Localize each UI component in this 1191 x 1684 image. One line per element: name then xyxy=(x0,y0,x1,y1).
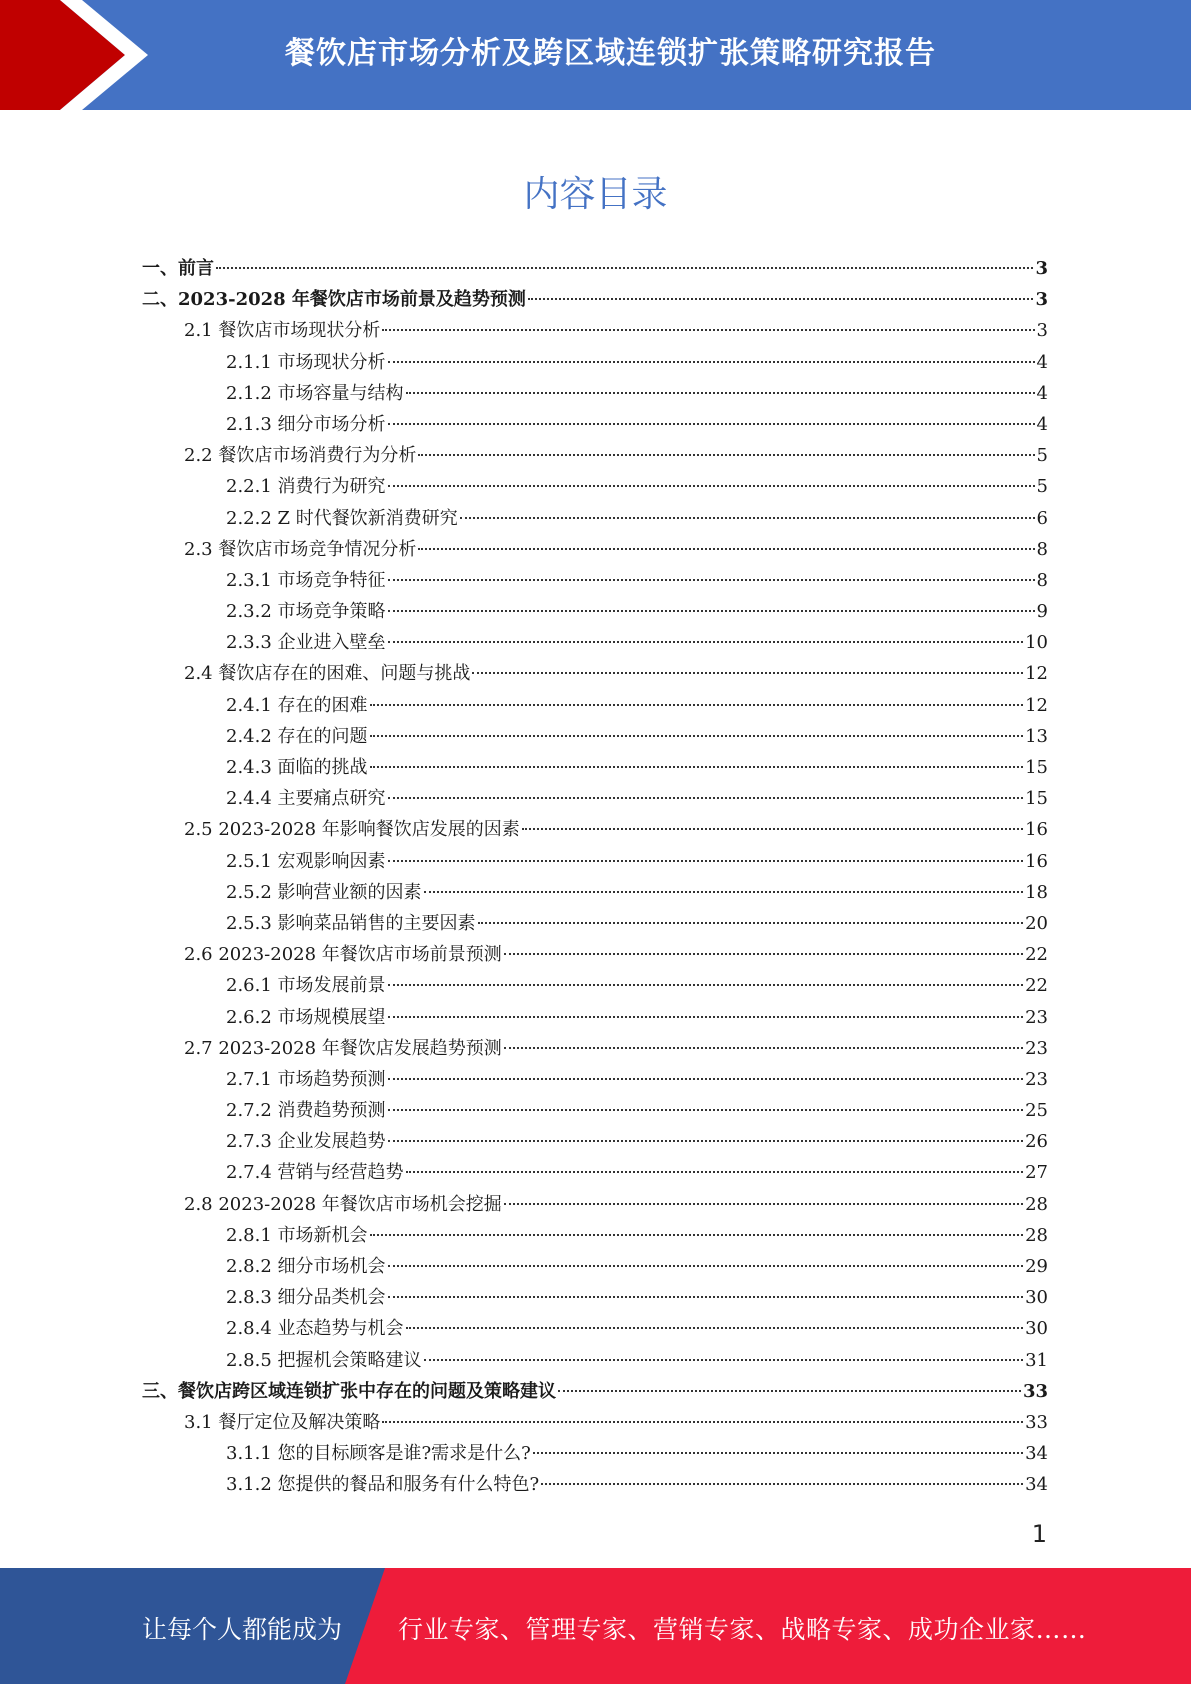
report-title: 餐饮店市场分析及跨区域连锁扩张策略研究报告 xyxy=(285,36,936,71)
toc-entry-label: 2.4.3 面临的挑战 xyxy=(226,757,368,778)
toc-entry-label: 2.1.1 市场现状分析 xyxy=(226,351,386,373)
toc-entry-label: 2.2.1 消费行为研究 xyxy=(226,476,386,498)
toc-entry-label: 2.8.5 把握机会策略建议 xyxy=(226,1349,422,1371)
toc-entry-page: 30 xyxy=(1025,1318,1048,1340)
toc-entry-label: 2.3.3 企业进入壁垒 xyxy=(226,632,386,654)
toc-entry[interactable] xyxy=(142,1345,1048,1376)
toc-dot-leader xyxy=(460,515,1035,519)
toc-entry-label: 2.5.1 宏观影响因素 xyxy=(226,850,386,872)
toc-dot-leader xyxy=(541,1481,1023,1485)
toc-entry[interactable] xyxy=(142,440,1048,471)
toc-entry[interactable] xyxy=(142,846,1048,877)
toc-entry-page: 31 xyxy=(1025,1349,1048,1371)
toc-heading: 内容目录 xyxy=(523,174,668,215)
toc-entry-label: 2.8.3 细分品类机会 xyxy=(226,1287,386,1309)
toc-entry-page: 23 xyxy=(1025,1037,1048,1059)
toc-entry-page: 13 xyxy=(1025,725,1048,747)
toc-entry-label: 2.8.1 市场新机会 xyxy=(226,1224,368,1246)
toc-dot-leader xyxy=(388,421,1035,425)
toc-entry[interactable] xyxy=(142,1157,1048,1188)
toc-dot-leader xyxy=(216,265,1033,269)
toc-entry-page: 28 xyxy=(1025,1224,1048,1246)
toc-dot-leader xyxy=(388,639,1024,643)
toc-dot-leader xyxy=(388,1076,1024,1080)
toc-dot-leader xyxy=(388,982,1024,986)
toc-entry-label: 2.2 餐饮店市场消费行为分析 xyxy=(184,445,417,467)
toc-entry-label: 2.3.1 市场竞争特征 xyxy=(226,569,386,591)
toc-entry[interactable] xyxy=(142,284,1048,315)
toc-entry[interactable] xyxy=(142,814,1048,845)
toc-dot-leader xyxy=(424,889,1024,893)
toc-entry[interactable] xyxy=(142,752,1048,783)
toc-entry-page: 4 xyxy=(1036,351,1048,373)
toc-entry[interactable] xyxy=(142,1438,1048,1469)
toc-dot-leader xyxy=(504,1045,1023,1049)
toc-dot-leader xyxy=(504,1201,1023,1205)
toc-entry-page: 4 xyxy=(1036,413,1048,435)
toc-dot-leader xyxy=(370,764,1024,768)
toc-entry-label: 2.5.3 影响菜品销售的主要因素 xyxy=(226,912,476,934)
toc-dot-leader xyxy=(388,1294,1024,1298)
toc-entry-page: 30 xyxy=(1025,1287,1048,1309)
toc-entry-page: 10 xyxy=(1025,632,1048,654)
toc-entry-page: 23 xyxy=(1025,1006,1048,1028)
toc-entry[interactable] xyxy=(142,1220,1048,1251)
footer-slogan-right: 行业专家、管理专家、营销专家、战略专家、成功企业家…… xyxy=(398,1615,1087,1644)
toc-entry-label: 2.7.3 企业发展趋势 xyxy=(226,1131,386,1153)
toc-dot-leader xyxy=(370,702,1024,706)
toc-entry-label: 2.3.2 市场竞争策略 xyxy=(226,601,386,623)
header-chevron-icon xyxy=(0,0,160,110)
toc-entry[interactable] xyxy=(142,347,1048,378)
toc-entry-label: 2.6.2 市场规模展望 xyxy=(226,1006,386,1028)
toc-dot-leader xyxy=(388,577,1035,581)
page-number: 1 xyxy=(1031,1520,1047,1548)
toc-entry-label: 2.1 餐饮店市场现状分析 xyxy=(184,320,381,342)
header-banner xyxy=(0,0,1191,110)
toc-entry-label: 2.7.2 消费趋势预测 xyxy=(226,1100,386,1122)
toc-entry-label: 2.8.4 业态趋势与机会 xyxy=(226,1318,404,1340)
toc-dot-leader xyxy=(406,1169,1024,1173)
toc-entry-label: 2.4.2 存在的问题 xyxy=(226,725,368,747)
toc-entry-page: 22 xyxy=(1025,944,1048,966)
table-of-contents xyxy=(142,253,1048,1501)
toc-entry[interactable] xyxy=(142,315,1048,346)
toc-entry[interactable] xyxy=(142,970,1048,1001)
toc-entry-label: 2.8.2 细分市场机会 xyxy=(226,1256,386,1277)
toc-entry-label: 2.3 餐饮店市场竞争情况分析 xyxy=(184,538,417,560)
toc-entry-page: 34 xyxy=(1025,1474,1048,1496)
toc-dot-leader xyxy=(406,1325,1024,1329)
toc-entry-label: 2.7.4 营销与经营趋势 xyxy=(226,1162,404,1184)
toc-entry-page: 5 xyxy=(1036,476,1048,498)
toc-entry-label: 三、餐饮店跨区域连锁扩张中存在的问题及策略建议 xyxy=(142,1380,556,1402)
toc-entry[interactable] xyxy=(142,1189,1048,1220)
toc-entry[interactable] xyxy=(142,1251,1048,1282)
toc-entry-page: 33 xyxy=(1022,1380,1048,1402)
toc-entry-label: 3.1.1 您的目标顾客是谁?需求是什么? xyxy=(226,1443,531,1465)
toc-entry[interactable] xyxy=(142,253,1048,284)
toc-entry-label: 2.2.2 Z 时代餐饮新消费研究 xyxy=(226,507,458,529)
toc-dot-leader xyxy=(424,1357,1024,1361)
toc-entry-page: 27 xyxy=(1025,1162,1048,1184)
toc-entry-page: 9 xyxy=(1036,601,1048,623)
toc-entry[interactable] xyxy=(142,596,1048,627)
toc-entry-label: 2.5.2 影响营业额的因素 xyxy=(226,881,422,903)
toc-entry[interactable] xyxy=(142,503,1048,534)
toc-entry[interactable] xyxy=(142,565,1048,596)
toc-entry-label: 2.6.1 市场发展前景 xyxy=(226,975,386,997)
toc-entry-label: 2.8 2023-2028 年餐饮店市场机会挖掘 xyxy=(184,1193,502,1215)
toc-dot-leader xyxy=(388,858,1024,862)
toc-dot-leader xyxy=(388,359,1035,363)
toc-entry-page: 28 xyxy=(1025,1193,1048,1215)
toc-entry[interactable] xyxy=(142,378,1048,409)
toc-entry[interactable] xyxy=(142,690,1048,721)
toc-dot-leader xyxy=(406,390,1035,394)
toc-dot-leader xyxy=(478,920,1024,924)
toc-entry-page: 12 xyxy=(1025,663,1048,685)
toc-dot-leader xyxy=(504,951,1023,955)
toc-entry-page: 4 xyxy=(1036,382,1048,404)
toc-entry-page: 18 xyxy=(1025,881,1048,903)
toc-entry-label: 2.6 2023-2028 年餐饮店市场前景预测 xyxy=(184,944,502,966)
toc-dot-leader xyxy=(388,483,1035,487)
toc-entry[interactable] xyxy=(142,1033,1048,1064)
toc-dot-leader xyxy=(388,608,1035,612)
toc-dot-leader xyxy=(472,670,1023,674)
footer-slogan-left: 让每个人都能成为 xyxy=(142,1615,343,1644)
toc-entry[interactable] xyxy=(142,783,1048,814)
toc-entry-page: 6 xyxy=(1036,507,1048,529)
toc-dot-leader xyxy=(382,327,1034,331)
toc-dot-leader xyxy=(370,733,1024,737)
toc-entry-label: 2.4.4 主要痛点研究 xyxy=(226,788,386,810)
toc-entry-page: 33 xyxy=(1025,1411,1048,1433)
toc-entry[interactable] xyxy=(142,1282,1048,1313)
toc-entry-label: 2.1.2 市场容量与结构 xyxy=(226,382,404,404)
toc-dot-leader xyxy=(533,1450,1023,1454)
toc-entry-page: 3 xyxy=(1035,258,1048,279)
footer-banner xyxy=(0,1568,1191,1684)
toc-entry-page: 8 xyxy=(1036,538,1048,560)
toc-entry-page: 26 xyxy=(1025,1131,1048,1153)
toc-entry-page: 20 xyxy=(1025,912,1048,934)
toc-entry-page: 16 xyxy=(1025,819,1048,841)
toc-entry-page: 34 xyxy=(1025,1443,1048,1465)
toc-entry[interactable] xyxy=(142,1376,1048,1407)
toc-entry-label: 2.1.3 细分市场分析 xyxy=(226,413,386,435)
toc-dot-leader xyxy=(528,296,1034,300)
toc-entry[interactable] xyxy=(142,1095,1048,1126)
toc-entry[interactable] xyxy=(142,721,1048,752)
toc-entry-page: 29 xyxy=(1025,1256,1048,1277)
toc-entry[interactable] xyxy=(142,534,1048,565)
toc-dot-leader xyxy=(388,1014,1024,1018)
toc-entry[interactable] xyxy=(142,908,1048,939)
toc-entry[interactable] xyxy=(142,409,1048,440)
toc-entry-page: 5 xyxy=(1036,445,1048,467)
toc-entry-label: 一、前言 xyxy=(142,258,214,279)
toc-entry[interactable] xyxy=(142,1002,1048,1033)
toc-entry-label: 2.7.1 市场趋势预测 xyxy=(226,1068,386,1090)
toc-dot-leader xyxy=(558,1388,1021,1392)
toc-entry-label: 2.4.1 存在的困难 xyxy=(226,694,368,716)
toc-entry-label: 2.7 2023-2028 年餐饮店发展趋势预测 xyxy=(184,1037,502,1059)
toc-dot-leader xyxy=(418,546,1034,550)
toc-entry[interactable] xyxy=(142,877,1048,908)
toc-dot-leader xyxy=(370,1232,1024,1236)
toc-entry[interactable] xyxy=(142,1407,1048,1438)
toc-entry-page: 25 xyxy=(1025,1100,1048,1122)
toc-entry-page: 12 xyxy=(1025,694,1048,716)
toc-entry-label: 3.1 餐厅定位及解决策略 xyxy=(184,1411,381,1433)
toc-dot-leader xyxy=(388,1263,1024,1267)
toc-dot-leader xyxy=(418,452,1034,456)
toc-entry[interactable] xyxy=(142,627,1048,658)
toc-entry[interactable] xyxy=(142,1126,1048,1157)
toc-dot-leader xyxy=(382,1419,1023,1423)
toc-dot-leader xyxy=(388,795,1024,799)
toc-entry[interactable] xyxy=(142,1469,1048,1500)
toc-entry-page: 3 xyxy=(1035,289,1048,311)
toc-entry[interactable] xyxy=(142,658,1048,689)
toc-entry[interactable] xyxy=(142,1313,1048,1344)
toc-dot-leader xyxy=(388,1138,1024,1142)
toc-entry-page: 23 xyxy=(1025,1068,1048,1090)
toc-entry[interactable] xyxy=(142,1064,1048,1095)
toc-dot-leader xyxy=(522,826,1023,830)
toc-dot-leader xyxy=(388,1107,1024,1111)
toc-entry-page: 3 xyxy=(1036,320,1048,342)
toc-entry[interactable] xyxy=(142,939,1048,970)
toc-entry[interactable] xyxy=(142,471,1048,502)
toc-entry-page: 22 xyxy=(1025,975,1048,997)
toc-entry-label: 3.1.2 您提供的餐品和服务有什么特色? xyxy=(226,1474,540,1496)
toc-entry-page: 16 xyxy=(1025,850,1048,872)
toc-entry-label: 2.5 2023-2028 年影响餐饮店发展的因素 xyxy=(184,819,520,841)
toc-entry-page: 15 xyxy=(1025,757,1048,778)
toc-entry-label: 二、2023-2028 年餐饮店市场前景及趋势预测 xyxy=(142,289,526,311)
toc-entry-page: 15 xyxy=(1025,788,1048,810)
toc-entry-page: 8 xyxy=(1036,569,1048,591)
toc-entry-label: 2.4 餐饮店存在的困难、问题与挑战 xyxy=(184,663,471,685)
